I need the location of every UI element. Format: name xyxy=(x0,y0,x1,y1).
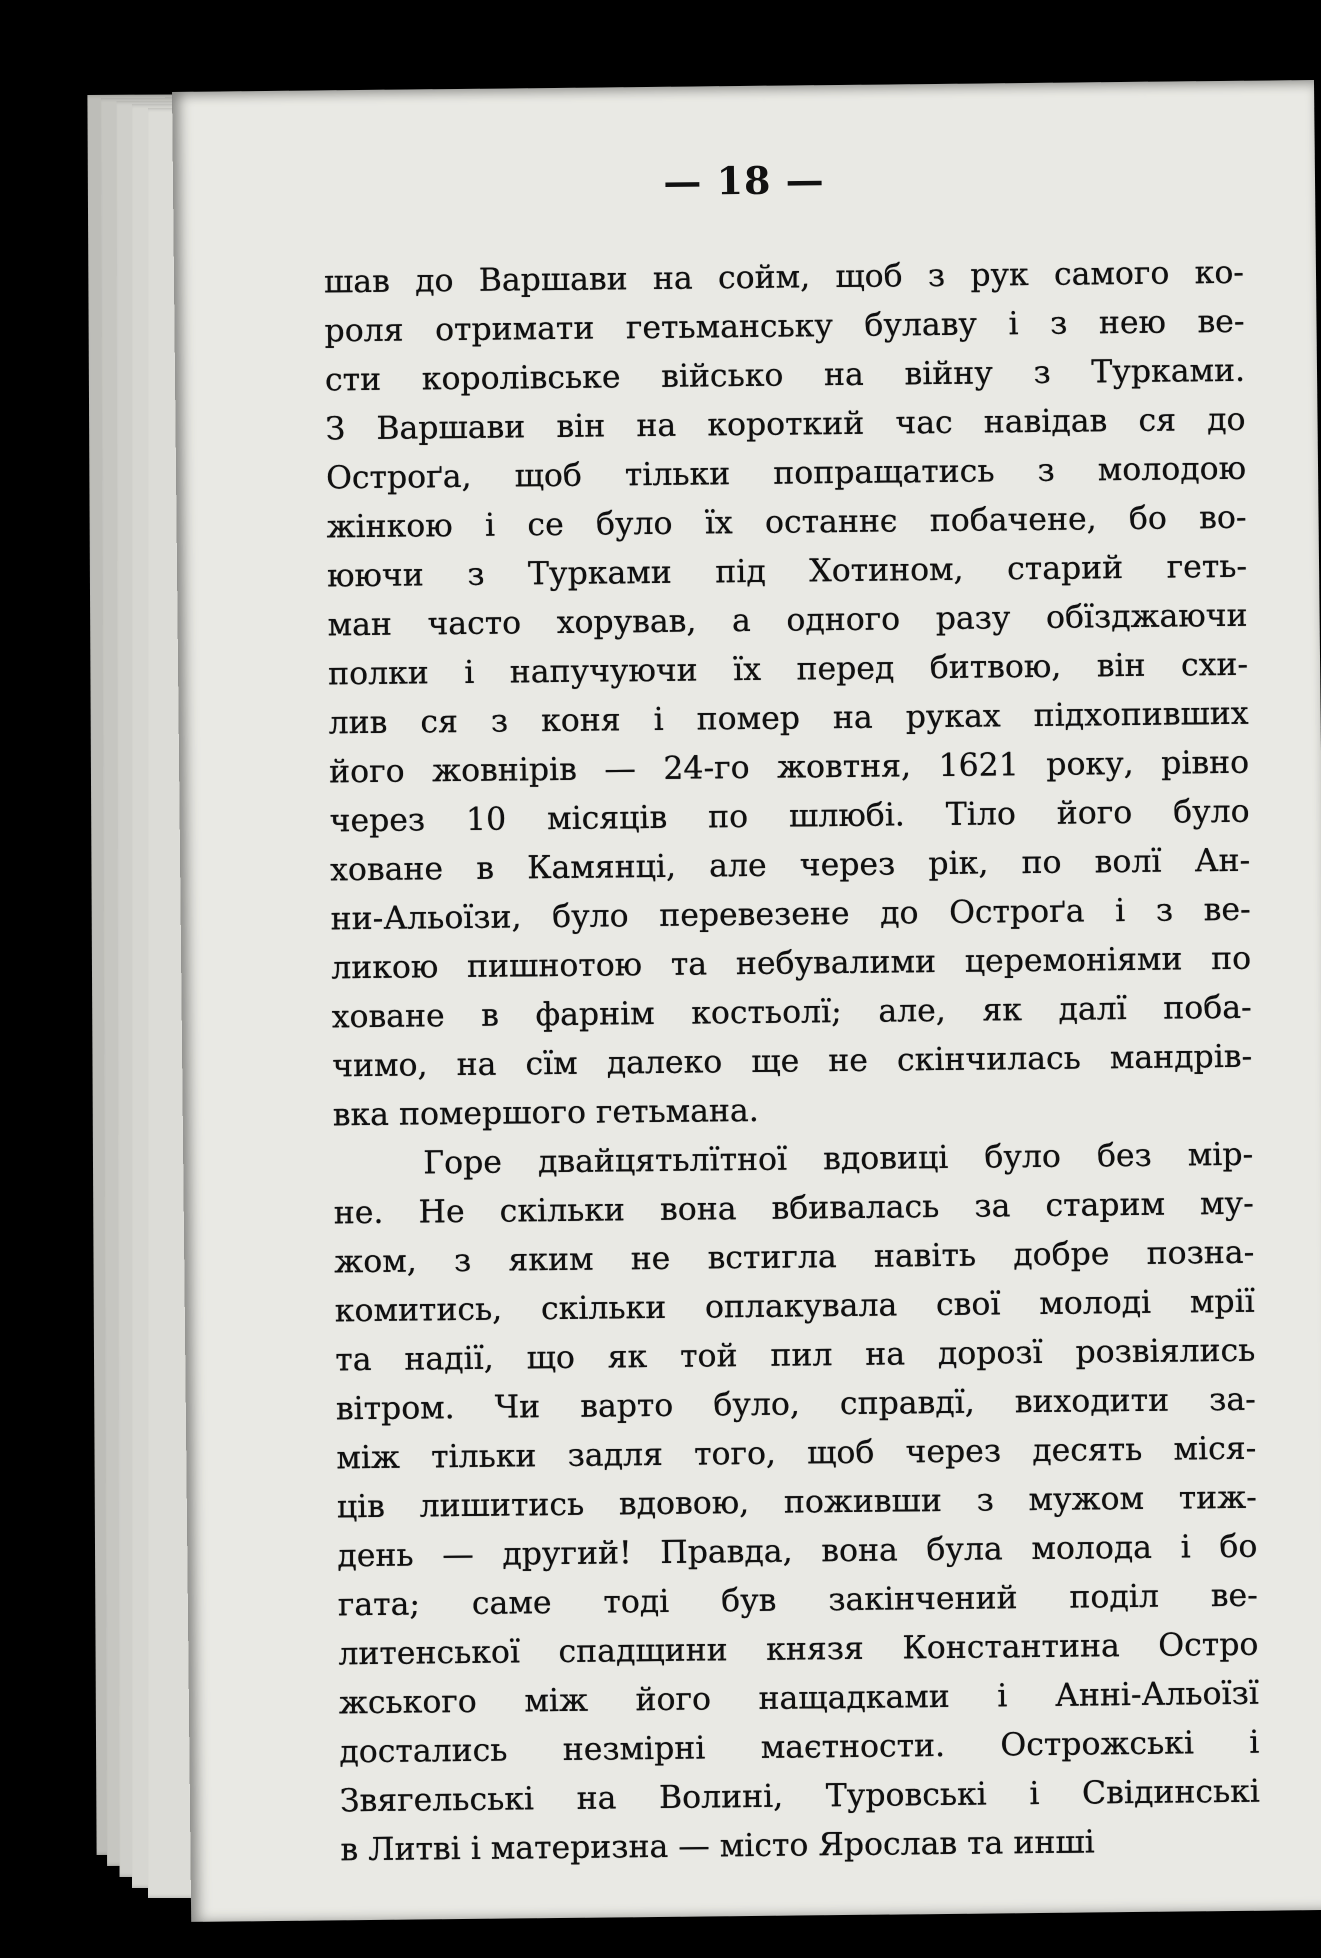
text-line: в Литві і материзна — місто Ярослав та инші xyxy=(340,1824,1095,1869)
text-line: лив ся з коня і помер на руках підхопивших xyxy=(328,695,1249,742)
text-line: Остроґа, щоб тільки попращатись з молодою xyxy=(325,450,1247,497)
text-line: жом, з яким не встигла навіть добре позна- xyxy=(334,1234,1255,1281)
text-line: ців лишитись вдовою, поживши з мужом тиж- xyxy=(336,1479,1257,1526)
text-line: ни-Альоїзи, було перевезене до Остроґа і з ве- xyxy=(330,891,1251,938)
book-page xyxy=(172,80,1321,1922)
text-line: чимо, на сїм далеко ще не скінчилась мандрів- xyxy=(332,1038,1253,1085)
text-line: та надії, що як той пил на дорозї розвіялись xyxy=(335,1332,1256,1379)
text-line: жського між його нащадками і Анні-Альоїзї xyxy=(338,1675,1260,1722)
page-number: — 18 — xyxy=(663,157,825,204)
text-line: день — другий! Правда, вона була молода і бо xyxy=(337,1528,1258,1575)
text-line: юючи з Турками під Хотином, старий геть- xyxy=(326,548,1248,595)
text-line: жінкою і се було їх останнє побачене, бо во- xyxy=(326,499,1247,546)
text-line: вка помершого гетьмана. xyxy=(332,1092,759,1134)
text-line: сти королівське військо на війну з Турками. xyxy=(324,352,1246,399)
text-line: Горе двайцятьлїтної вдовиці було без мір- xyxy=(423,1136,1254,1182)
text-line: не. Не скільки вона вбивалась за старим му- xyxy=(333,1185,1254,1232)
text-line: комитись, скільки оплакувала свої молоді мрії xyxy=(334,1283,1255,1330)
text-line: достались незмірні маєтности. Острожські і xyxy=(339,1724,1260,1771)
text-line: шав до Варшави на сойм, щоб з рук самого ко- xyxy=(323,254,1245,301)
body-text xyxy=(324,249,1261,1876)
text-line: литенської спадщини князя Константина Остро xyxy=(338,1626,1259,1673)
text-line: ликою пишнотою та небувалими церемоніями по xyxy=(331,940,1252,987)
text-line: ховане в фарнім костьолї; але, як далї поба- xyxy=(331,989,1252,1036)
text-line: ман часто хорував, а одного разу обїзджаючи xyxy=(327,597,1248,644)
paragraph xyxy=(324,249,1253,1141)
text-line: З Варшави він на короткий час навідав ся до xyxy=(325,401,1246,448)
text-line: через 10 місяців по шлюбі. Тіло його було xyxy=(329,793,1250,840)
paragraph xyxy=(333,1131,1261,1876)
text-line: роля отримати гетьманську булаву і з нею ве- xyxy=(324,303,1245,350)
text-line: Звягельські на Волині, Туровські і Свідинські xyxy=(339,1773,1261,1820)
text-line: вітром. Чи варто було, справдї, виходити за- xyxy=(335,1381,1256,1428)
text-line: між тільки задля того, щоб через десять міся- xyxy=(336,1430,1257,1477)
text-line: гата; саме тоді був закінчений поділ ве- xyxy=(337,1577,1259,1624)
text-line: полки і напучуючи їх перед битвою, він схи- xyxy=(327,646,1249,693)
text-line: його жовнірів — 24-го жовтня, 1621 року, рівно xyxy=(328,744,1250,791)
text-line: ховане в Камянці, але через рік, по волї Ан- xyxy=(330,842,1251,889)
